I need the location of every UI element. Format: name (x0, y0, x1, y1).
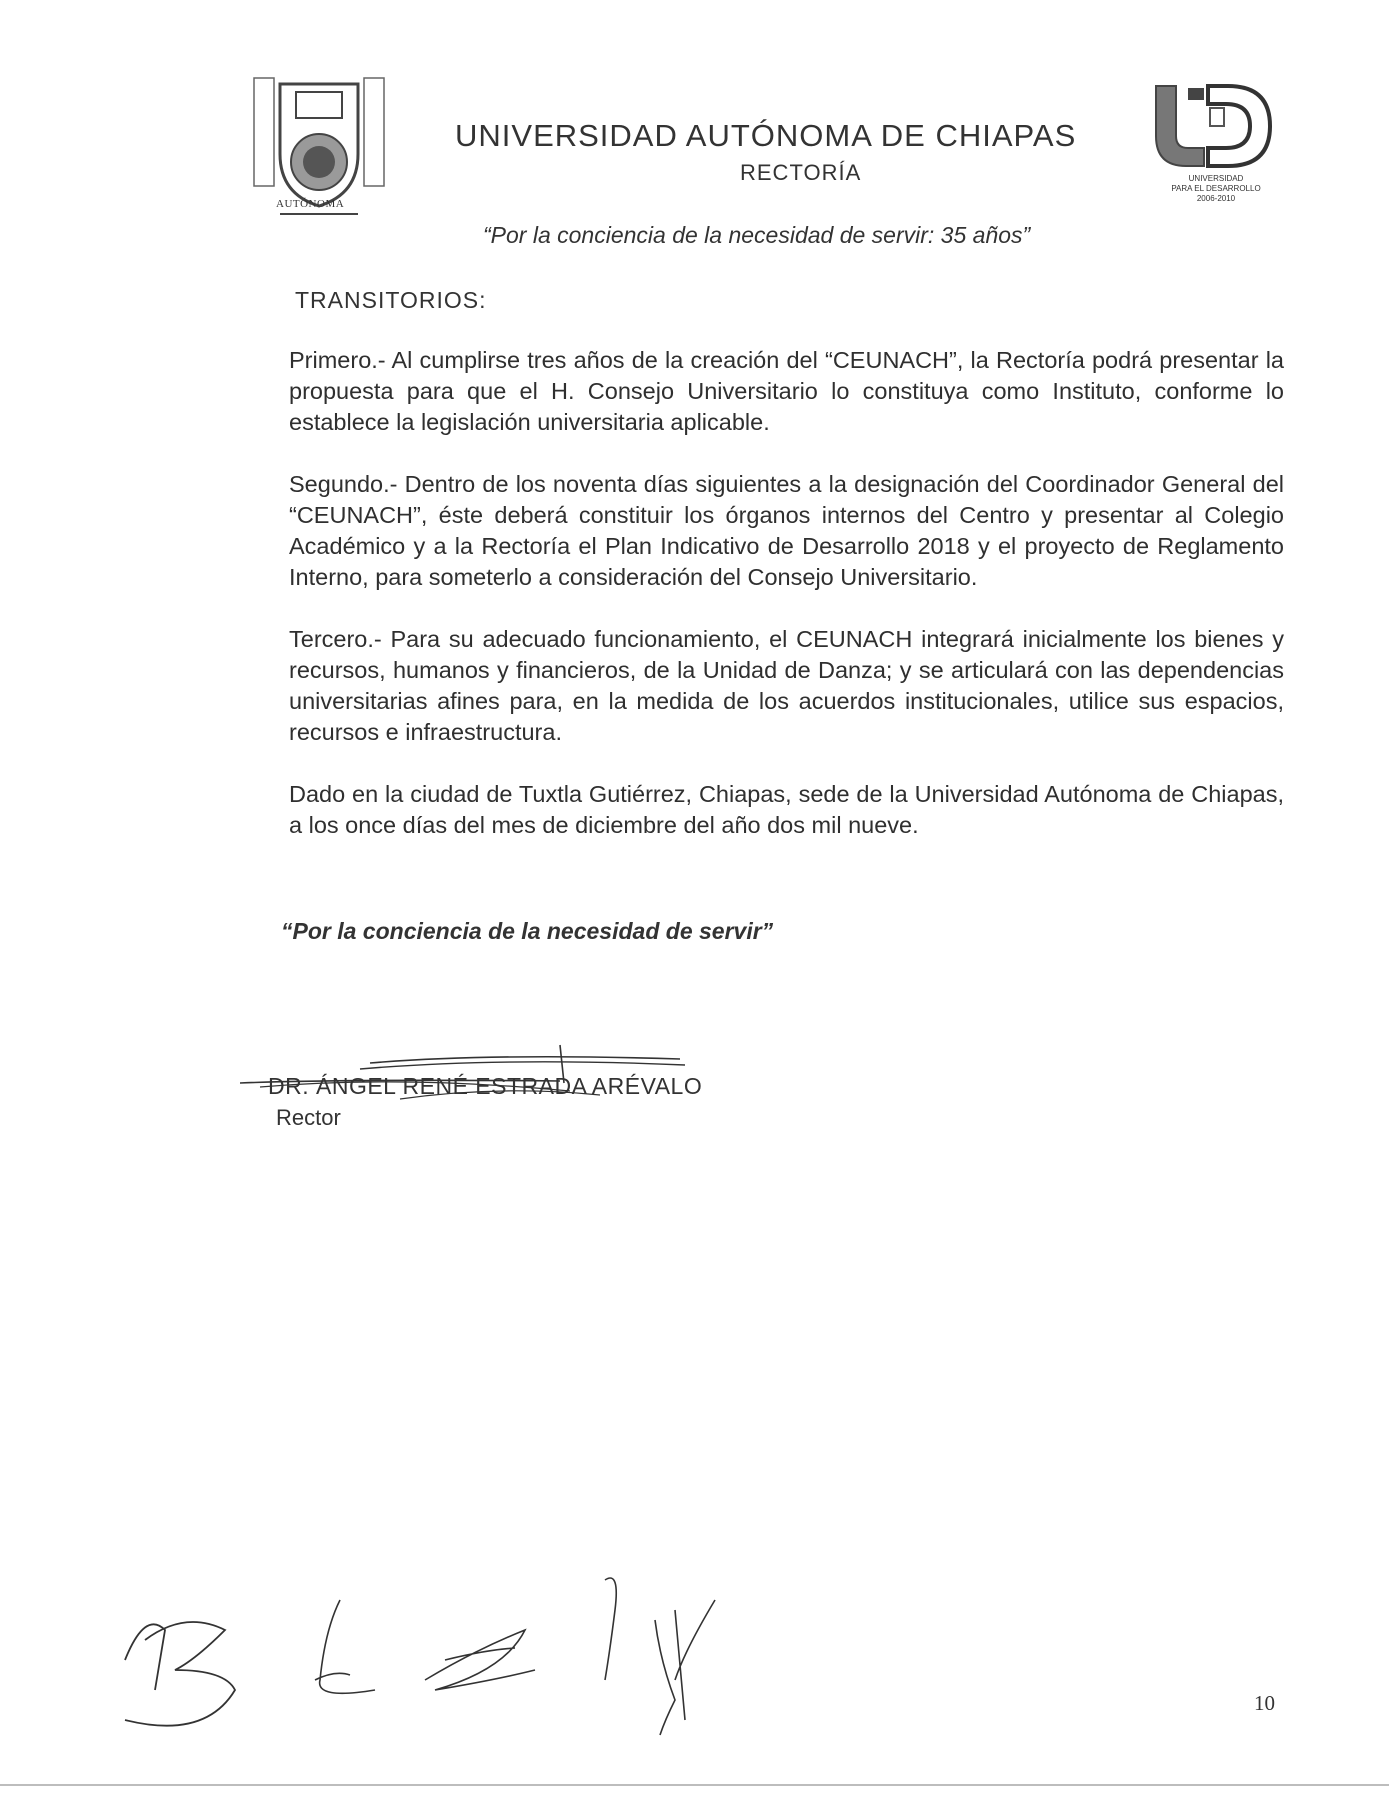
development-caption-line: UNIVERSIDAD (1188, 174, 1244, 183)
page-number: 10 (1254, 1691, 1275, 1715)
development-caption-line: 2006-2010 (1196, 194, 1236, 203)
document-body (289, 345, 1284, 872)
university-name: UNIVERSIDAD AUTÓNOMA DE CHIAPAS (455, 118, 1077, 153)
signer-name: DR. ÁNGEL RENÉ ESTRADA ARÉVALO (268, 1073, 703, 1099)
paragraph-primero: Primero.- Al cumplirse tres años de la creación del “CEUNACH”, la Rectoría podrá presentar la propuesta para que el H. Consejo Universitario lo constituya como Instituto, conforme lo establece la legislación universitaria aplicable. (289, 347, 1284, 435)
seal-caption: AUTÓNOMA (276, 198, 345, 210)
office-name: RECTORÍA (740, 160, 862, 185)
paragraph-segundo: Segundo.- Dentro de los noventa días siguientes a la designación del Coordinador General del “CEUNACH”, éste deberá constituir los órganos internos del Centro y presentar al Colegio Académico y a la Rectoría el Plan Indicativo de Desarrollo 2018 y el proyecto de Reglamento Interno, para someterlo a consideración del Consejo Universitario. (289, 471, 1284, 590)
section-heading: TRANSITORIOS: (295, 287, 487, 313)
paragraph-tercero: Tercero.- Para su adecuado funcionamiento, el CEUNACH integrará inicialmente los bienes y recursos, humanos y financieros, de la Unidad de Danza; y se articulará con las dependencias universitarias afines para, en la medida de los acuerdos institucionales, utilice sus espacios, recursos e infraestructura. (289, 626, 1284, 745)
university-development-logo (1148, 78, 1276, 178)
signer-title: Rector (276, 1105, 341, 1130)
development-caption-line: PARA EL DESARROLLO (1171, 184, 1261, 193)
header-motto: “Por la conciencia de la necesidad de servir: 35 años” (483, 222, 1031, 248)
paragraph-dado: Dado en la ciudad de Tuxtla Gutiérrez, Chiapas, sede de la Universidad Autónoma de Chiapas, a los once días del mes de diciembre del año dos mil nueve. (289, 781, 1284, 838)
closing-motto: “Por la conciencia de la necesidad de servir” (281, 918, 774, 944)
margin-initials (115, 1570, 755, 1740)
development-logo-caption (1160, 174, 1272, 204)
scan-edge-line (0, 1784, 1389, 1786)
